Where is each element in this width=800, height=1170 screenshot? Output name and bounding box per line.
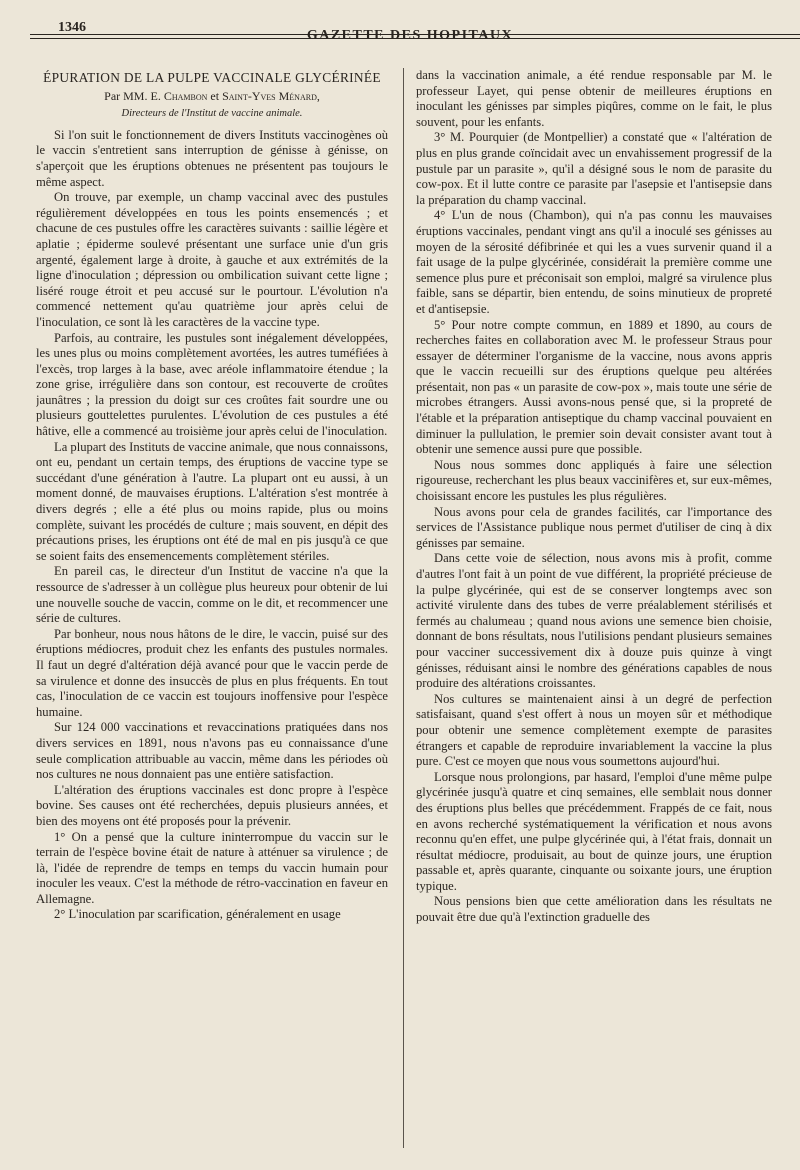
header-rule-thick xyxy=(30,34,800,35)
author-affiliation: Directeurs de l'Institut de vaccine animale. xyxy=(121,108,303,120)
paragraph: Dans cette voie de sélection, nous avons mis à profit, comme d'autres l'ont fait à un point de vue différent, la propriété précieuse de la pulpe glycérinée, qui est de se conserver longtemps avec son activité virulente dans des tubes de verre préalablement stérilisés et fermés au chalumeau ; quand nous avions une semence bien choisie, donnant de bons résultats, nous l'utilisions pendant plusieurs semaines pour vacciner successivement dix à douze puis quinze à vingt génisses, réduisant ainsi le nombre des générations capables de nous produire des altérations croissantes. xyxy=(416,551,772,691)
paragraph: Parfois, au contraire, les pustules sont inégalement développées, les unes plus ou moins complètement avortées, les autres tuméfiées à l'excès, trop larges à la base, avec aréole inflammatoire étendue ; la zone grise, irrégulière dans son contour, est recouverte de croûtes jaunâtres ; la pression du doigt sur ces croûtes fait sourdre une ou plusieurs gouttelettes purulentes. L'évolution de ces pustules a été hâtive, elle a commencé au troisième jour après celui de l'inoculation. xyxy=(36,330,388,439)
header-rule-thin xyxy=(30,38,800,39)
paragraph: On trouve, par exemple, un champ vaccinal avec des pustules régulièrement développées en tous les points ensemencés ; et chacune de ces pustules offre les caractères suivants : saillie légère et aplatie ; épiderme soulevé présentant une surface unie d'un gris argenté, également large à droite, à gauche et aux extrémités de la ligne d'inoculation ; dépression ou ombilication suivant cette ligne ; liséré rouge étroit et peu accusé sur le pourtour. L'évolution n'a commencé nettement qu'au quatrième jour après celui de l'inoculation, ce sont là les caractères de la vaccine type. xyxy=(36,190,388,329)
page-number: 1346 xyxy=(58,20,86,35)
paragraph: dans la vaccination animale, a été rendue responsable par M. le professeur Layet, qui pense obtenir de meilleures éruptions en inoculant les génisses par simples piqûres, comme on le fait, le plus souvent, pour les enfants. xyxy=(416,68,772,129)
paragraph: 2° L'inoculation par scarification, généralement en usage xyxy=(54,907,341,922)
running-title: GAZETTE DES HOPITAUX xyxy=(306,28,514,43)
paragraph: Sur 124 000 vaccinations et revaccinations pratiquées dans nos divers services en 1891, nous n'avons pas eu connaissance d'une seule complication attribuable au vaccin, même dans les périodes où nos cultures ne nous donnaient pas une entière satisfaction. xyxy=(36,720,388,782)
paragraph: La plupart des Instituts de vaccine animale, que nous connaissons, ont eu, pendant un certain temps, des éruptions de vaccine type se succédant d'une génération à l'autre. La plupart ont eu aussi, à un moment donné, de mauvaises éruptions. L'altération s'est montrée à divers degrés ; elle a été plus ou moins rapide, plus ou moins complète, suivant les procédés de culture ; mais souvent, en dépit des précautions prises, les éruptions ont été de mal en pis jusqu'à ce que se soient faits des ensemencements complètement stériles. xyxy=(36,439,388,563)
paragraph: L'altération des éruptions vaccinales est donc propre à l'espèce bovine. Ses causes ont été recherchées, depuis plusieurs années, et bien des moyens ont été proposés pour la prévenir. xyxy=(36,782,388,828)
page-header xyxy=(30,14,790,66)
paragraph: 4° L'un de nous (Chambon), qui n'a pas connu les mauvaises éruptions vaccinales, pendant vingt ans qu'il a inoculé ses génisses au moyen de la sérosité défibrinée et qui les a vues survenir quand il a fait usage de la pulpe glycérinée, considérait la première comme une semence plus pure et préconisait son emploi, malgré sa virulence plus faible, sans se départir, bien entendu, de soins minutieux de propreté et d'antisepsie. xyxy=(416,208,772,316)
paragraph: Nous nous sommes donc appliqués à faire une sélection rigoureuse, recherchant les plus beaux vaccinifères et, sur eux-mêmes, choisissant encore les pustules les plus régulières. xyxy=(416,457,772,504)
author-1: E. Chambon xyxy=(150,88,208,103)
authors-join: et xyxy=(210,88,220,103)
paragraph: 3° M. Pourquier (de Montpellier) a constaté que « l'altération de plus en plus grande coïncidait avec un envahissement progressif de la pustule par un parasite », qu'il a désigné sous le nom de parasite du cow-pox. Et il lutte contre ce parasite par l'asepsie et l'antisepsie dans la préparation du champ vaccinal. xyxy=(416,130,772,207)
paragraph: Nos cultures se maintenaient ainsi à un degré de perfection satisfaisant, quand s'est offert à nous un moyen sûr et méthodique pour obtenir une semence complètement exempte de parasites étrangers et capable de reproduire invariablement la vaccine la plus pure. C'est ce moyen que nous vous soumettons aujourd'hui. xyxy=(416,691,772,769)
right-body-text xyxy=(416,68,772,926)
left-body-text xyxy=(36,128,388,923)
article-authors xyxy=(36,89,388,105)
paragraph: Par bonheur, nous nous hâtons de le dire, le vaccin, puisé sur des éruptions médiocres, produit chez les enfants des pustules normales. Il faut un degré d'altération déjà avancé pour que le vaccin perde de sa virulence et donne des insuccès de plus en plus fréquents. En tout cas, l'inoculation de ce vaccin est toujours inoffensive pour l'espèce humaine. xyxy=(36,626,388,719)
paragraph: 1° On a pensé que la culture ininterrompue du vaccin sur le terrain de l'espèce bovine était de nature à atténuer sa virulence ; de là, l'idée de reprendre de temps en temps du vaccin humain pour inoculer les veaux. C'est la méthode de rétro-vaccination en faveur en Allemagne. xyxy=(36,829,388,906)
paragraph: Lorsque nous prolongions, par hasard, l'emploi d'une même pulpe glycérinée jusqu'à quatre et cinq semaines, elle semblait nous donner des éruptions plus belles que précédemment. Frappés de ce fait, nous en avons recherché systématiquement la vérification et nous avons reconnu qu'en effet, une pulpe glycérinée qui, à l'état frais, donnait un résultat médiocre, produisait, au bout de quinze jours, une éruption passable et, après quarante, cinquante ou soixante jours, une éruption typique. xyxy=(416,769,772,893)
authors-prefix: Par MM. xyxy=(104,88,148,103)
right-column xyxy=(416,68,772,1158)
paragraph: En pareil cas, le directeur d'un Institut de vaccine n'a que la ressource de s'adresser à un collègue plus heureux pour obtenir de lui une nouvelle souche de vaccin, comme on le dit, et recommencer une série de cultures. xyxy=(36,564,388,626)
paragraph: Si l'on suit le fonctionnement de divers Instituts vaccinogènes où le vaccin s'entretient sans interruption de génisse à génisse, on s'aperçoit que les éruptions obtenues ne présentent pas toujours le même aspect. xyxy=(36,127,388,189)
column-divider xyxy=(403,68,404,1148)
author-2: Saint-Yves Ménard, xyxy=(222,88,320,103)
paragraph: Nous avons pour cela de grandes facilités, car l'importance des services de l'Assistance publique nous permet d'utiliser de cinq à dix génisses par semaine. xyxy=(416,504,772,550)
paragraph: Nous pensions bien que cette amélioration dans les résultats ne pouvait être due qu'à l'extinction graduelle des xyxy=(416,894,772,925)
article-title: ÉPURATION DE LA PULPE VACCINALE GLYCÉRINÉE xyxy=(43,70,381,85)
paragraph: 5° Pour notre compte commun, en 1889 et 1890, au cours de recherches faites en collaboration avec M. le professeur Straus pour essayer de déterminer l'organisme de la vaccine, nous avons appris que le vaccin recueilli sur des éruptions quelque peu altérées présentait, non pas « un parasite de cow-pox », mais toute une série de microbes étrangers. Aussi avons-nous pensé que, si la propreté de l'étable et la préparation antiseptique du champ vaccinal pouvaient en diminuer la pullulation, le premier soin devait consister avant tout à obtenir une semence aussi pure que possible. xyxy=(416,317,772,457)
left-column xyxy=(36,68,388,1158)
